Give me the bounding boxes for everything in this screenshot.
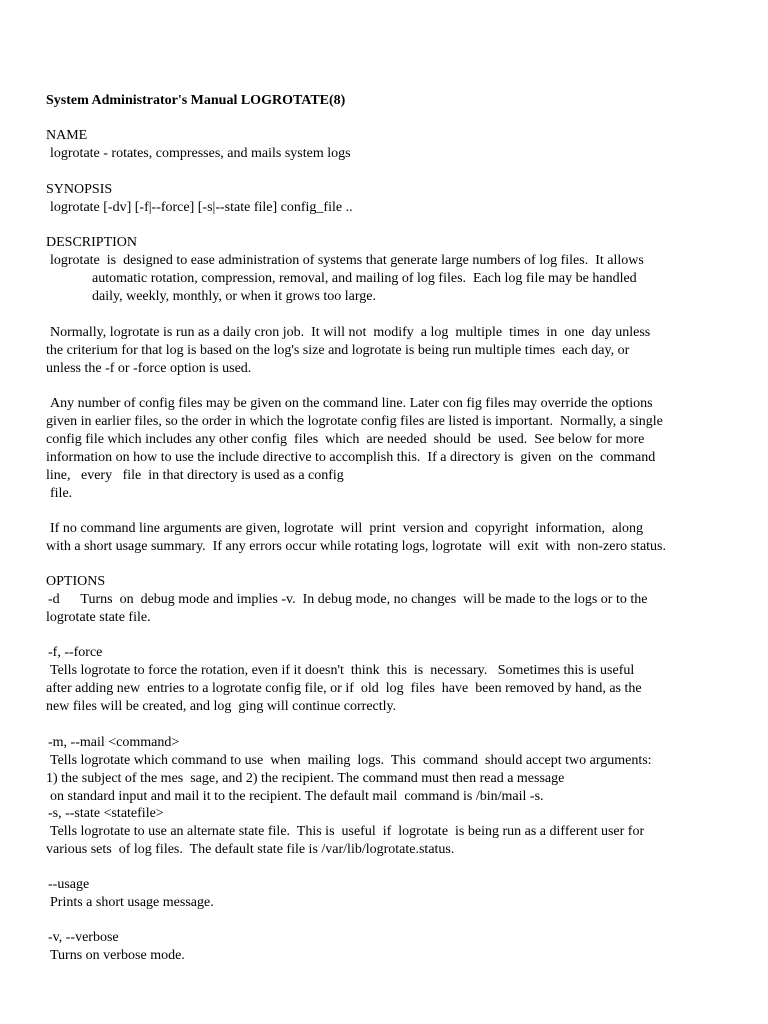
description-p4-line: If no command line arguments are given, logrotate will print version and copyright information, along: [50, 521, 644, 536]
option-f-line: Tells logrotate to force the rotation, even if it doesn't think this is necessary. Sometimes this is useful: [50, 663, 635, 678]
option-usage-flag: --usage: [48, 877, 90, 892]
option-f-flag: -f, --force: [48, 645, 103, 660]
option-m-line: on standard input and mail it to the recipient. The default mail command is /bin/mail -s.: [50, 789, 544, 804]
options-heading: OPTIONS: [46, 574, 106, 589]
description-p1-line: automatic rotation, compression, removal, and mailing of log files. Each log file may be handled: [92, 271, 637, 286]
description-p2-line: Normally, logrotate is run as a daily cron job. It will not modify a log multiple times in one day unless: [50, 325, 651, 340]
description-p3-line: config file which includes any other config files which are needed should be used. See below for more: [46, 432, 645, 447]
description-p2-line: the criterium for that log is based on the log's size and logrotate is being run multiple times each day, or: [46, 343, 630, 358]
option-m-line: Tells logrotate which command to use when mailing logs. This command should accept two arguments:: [50, 753, 652, 768]
description-p2-line: unless the -f or -force option is used.: [46, 361, 252, 376]
option-m-line: 1) the subject of the mes sage, and 2) the recipient. The command must then read a message: [46, 771, 565, 786]
name-text: logrotate - rotates, compresses, and mails system logs: [50, 146, 351, 161]
description-p3-line: given in earlier files, so the order in which the logrotate config files are listed is important. Normally, a single: [46, 414, 663, 429]
synopsis-text: logrotate [-dv] [-f|--force] [-s|--state file] config_file ..: [50, 200, 353, 215]
description-heading: DESCRIPTION: [46, 235, 138, 250]
description-p3-line: information on how to use the include directive to accomplish this. If a directory is given on the command: [46, 450, 656, 465]
option-usage-text: Prints a short usage message.: [50, 895, 214, 910]
option-d-line: -d Turns on debug mode and implies -v. In debug mode, no changes will be made to the logs or to the: [48, 592, 648, 607]
option-f-line: after adding new entries to a logrotate config file, or if old log files have been removed by hand, as the: [46, 681, 642, 696]
option-s-line: various sets of log files. The default state file is /var/lib/logrotate.status.: [46, 842, 455, 857]
option-s-line: Tells logrotate to use an alternate state file. This is useful if logrotate is being run as a different user for: [50, 824, 645, 839]
option-s-flag: -s, --state <statefile>: [48, 806, 164, 821]
option-v-flag: -v, --verbose: [48, 930, 119, 945]
description-p4-line: with a short usage summary. If any errors occur while rotating logs, logrotate will exit with non-zero status.: [46, 539, 666, 554]
description-p1-line: daily, weekly, monthly, or when it grows too large.: [92, 289, 376, 304]
option-m-flag: -m, --mail <command>: [48, 735, 180, 750]
description-p3-line: file.: [50, 486, 73, 501]
page-title: System Administrator's Manual LOGROTATE(8): [46, 93, 346, 108]
description-p3-line: line, every file in that directory is used as a config: [46, 468, 344, 483]
description-p3-line: Any number of config files may be given on the command line. Later con fig files may override the options: [50, 396, 653, 411]
synopsis-heading: SYNOPSIS: [46, 182, 113, 197]
option-d-line: logrotate state file.: [46, 610, 151, 625]
option-v-text: Turns on verbose mode.: [50, 948, 185, 963]
name-heading: NAME: [46, 128, 88, 143]
description-p1-line: logrotate is designed to ease administration of systems that generate large numbers of log files. It allows: [50, 253, 644, 268]
option-f-line: new files will be created, and log ging will continue correctly.: [46, 699, 397, 714]
